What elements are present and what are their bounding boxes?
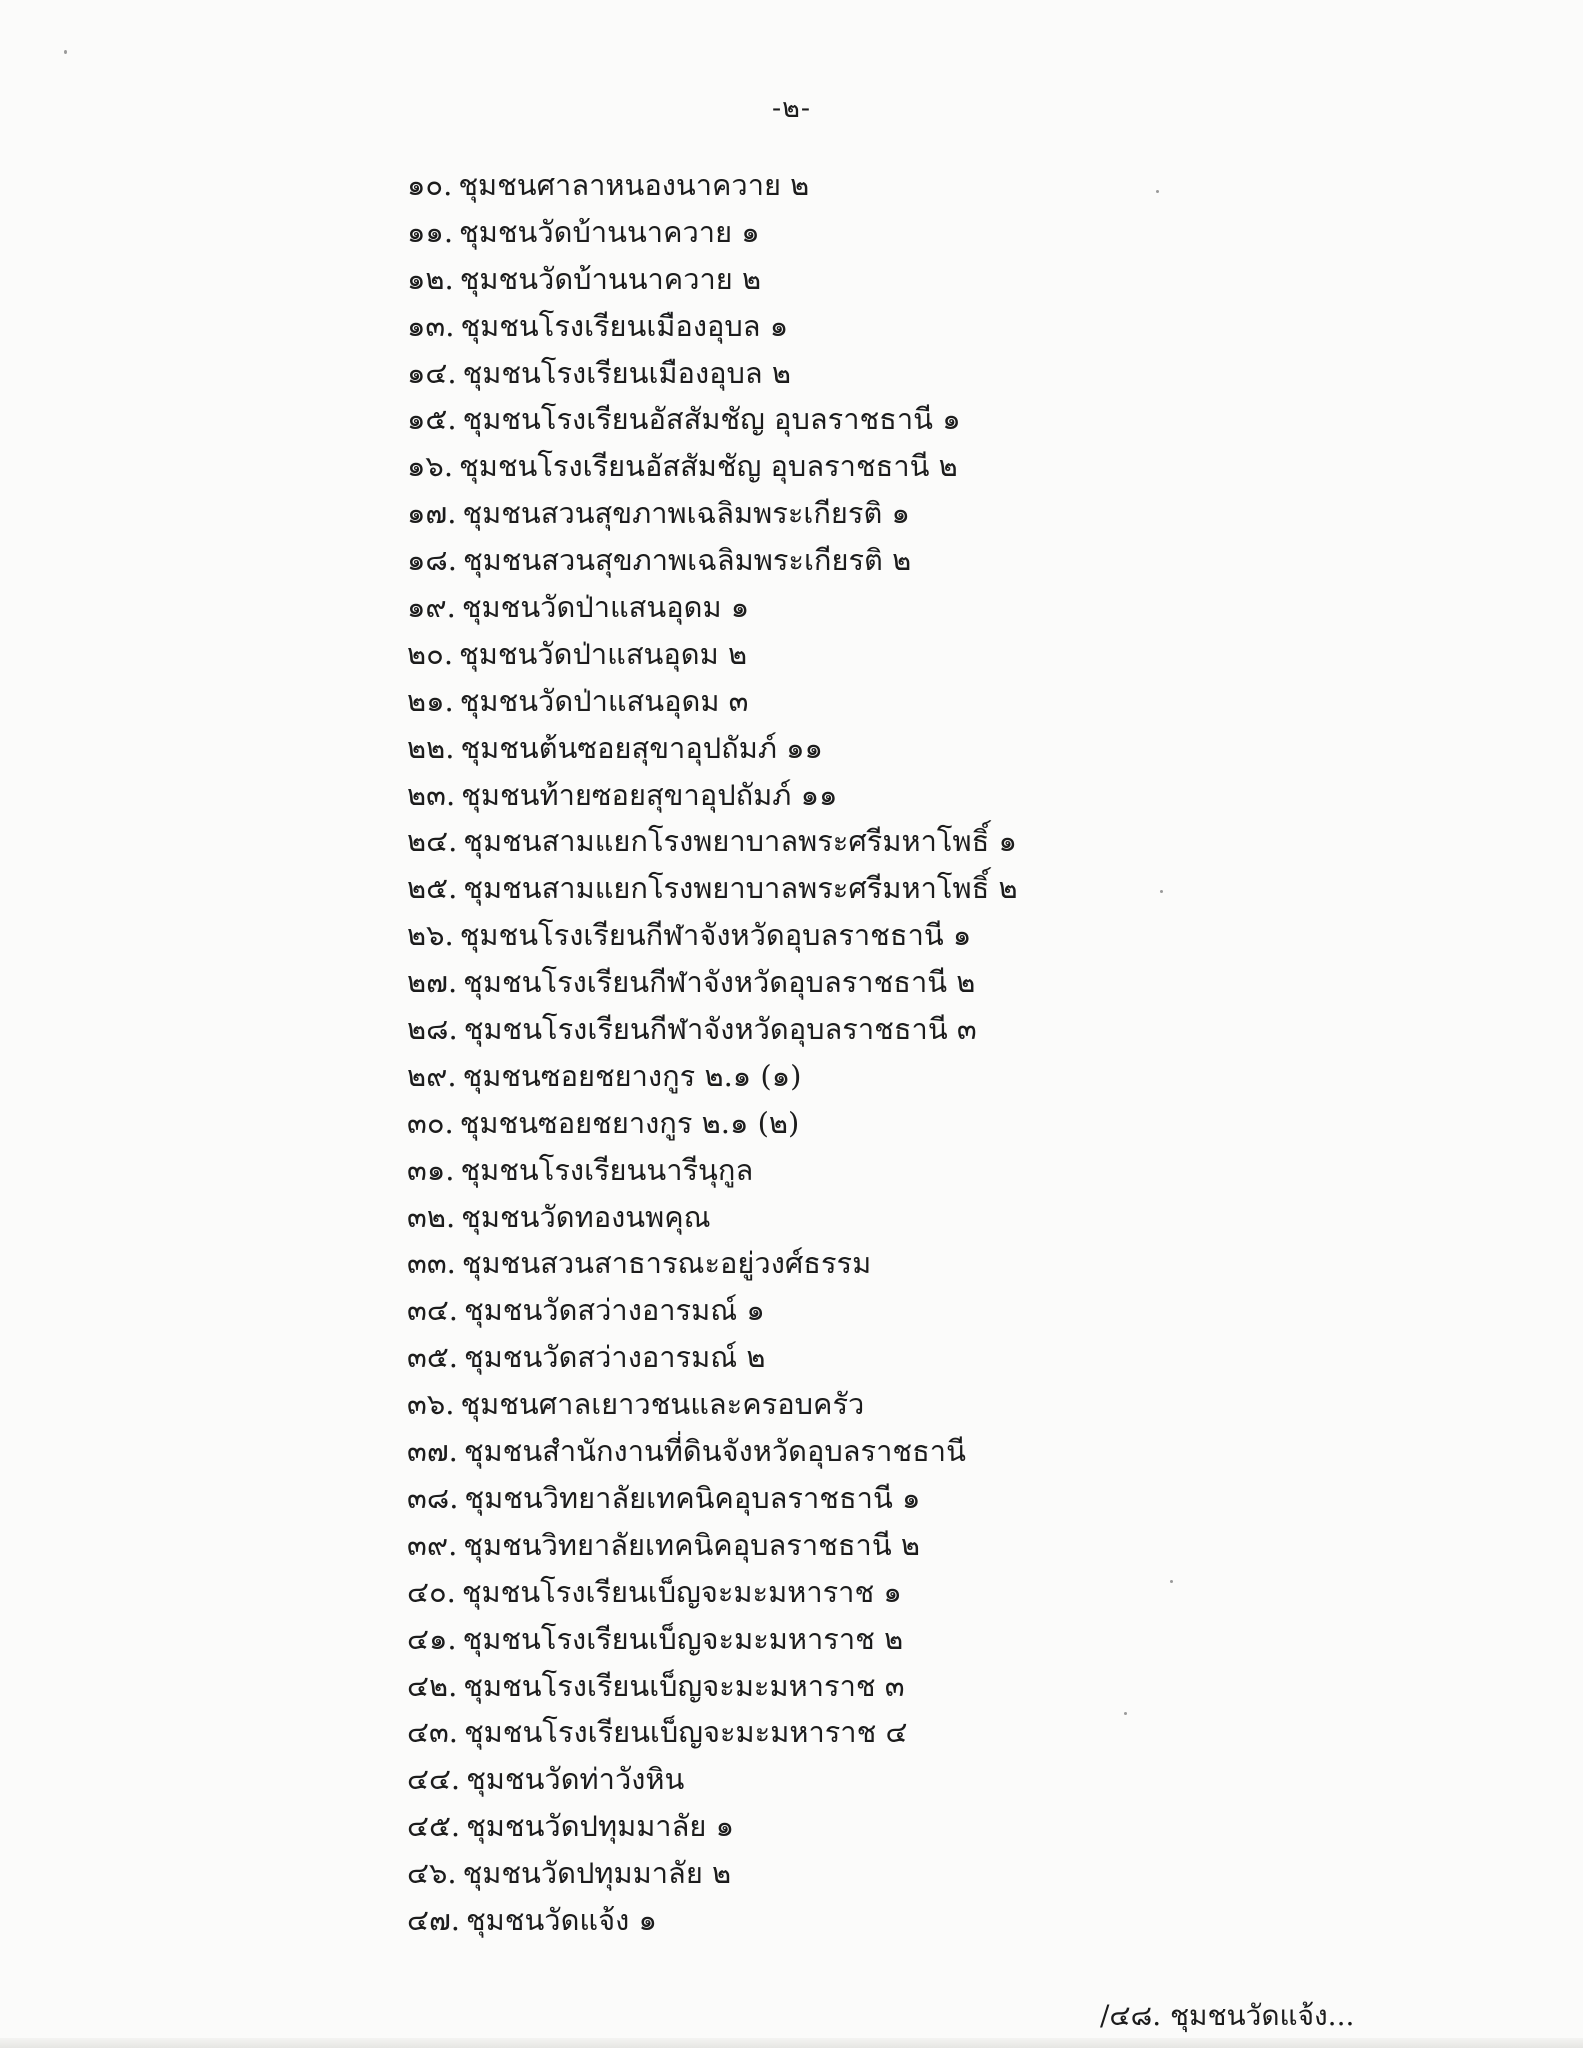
list-item-number: ๔๕ (407, 1809, 451, 1844)
list-item-text: ชุมชนวัดบ้านนาควาย ๒ (459, 261, 762, 296)
scan-speck (1156, 190, 1159, 193)
list-item-separator: . (445, 1387, 455, 1422)
list-item-number: ๑๙ (407, 590, 447, 625)
list-item-separator: . (447, 1621, 457, 1656)
list-item-text: ชุมชนวัดปทุมมาลัย ๒ (462, 1856, 732, 1891)
list-item-number: ๒๕ (407, 871, 449, 906)
scan-speck (1170, 1580, 1173, 1583)
list-item-number: ๔๐ (407, 1574, 447, 1609)
list-item-text: ชุมชนโรงเรียนเบ็ญจะมะมหาราช ๒ (462, 1621, 904, 1656)
list-item-text: ชุมชนโรงเรียนอัสสัมชัญ อุบลราชธานี ๑ (462, 402, 961, 437)
scan-speck (64, 50, 67, 54)
list-item-number: ๓๔ (407, 1293, 449, 1328)
list-item-text: ชุมชนซอยชยางกูร ๒.๑ (๒) (459, 1105, 800, 1140)
list-item (407, 1147, 1018, 1194)
list-item-text: ชุมชนวิทยาลัยเทคนิคอุบลราชธานี ๑ (464, 1480, 921, 1515)
list-item-separator: . (448, 1012, 458, 1047)
list-item-number: ๒๐ (407, 636, 444, 671)
list-item-separator: . (450, 1762, 461, 1797)
list-item-separator: . (449, 1480, 459, 1515)
list-item-separator: . (444, 683, 454, 718)
list-item-number: ๒๓ (407, 777, 446, 812)
list-item-number: ๑๑ (407, 214, 444, 249)
list-item-text: ชุมชนศาลเยาวชนและครอบครัว (460, 1387, 865, 1422)
list-item-text: ชุมชนวัดป่าแสนอุดม ๒ (459, 636, 748, 671)
list-item-text: ชุมชนวัดสว่างอารมณ์ ๑ (464, 1293, 765, 1328)
list-item (407, 1522, 1018, 1569)
list-item-text: ชุมชนสามแยกโรงพยาบาลพระศรีมหาโพธิ์ ๒ (463, 871, 1018, 906)
list-item (407, 537, 1018, 584)
list-item-text: ชุมชนวัดแจ้ง ๑ (465, 1902, 657, 1937)
list-item-text: ชุมชนวัดป่าแสนอุดม ๑ (461, 590, 750, 625)
list-item-text: ชุมชนโรงเรียนเมืองอุบล ๒ (462, 355, 792, 390)
list-item-text: ชุมชนโรงเรียนเบ็ญจะมะมหาราช ๔ (464, 1715, 908, 1750)
list-item-text: ชุมชนวัดท่าวังหิน (466, 1762, 685, 1797)
list-item-number: ๑๓ (407, 308, 446, 343)
list-item (407, 1053, 1018, 1100)
list-item-separator: . (445, 1152, 455, 1187)
list-item-separator: . (445, 1199, 456, 1234)
list-item-text: ชุมชนศาลาหนองนาควาย ๒ (458, 168, 810, 202)
list-item-separator: . (445, 730, 455, 765)
scan-speck (1124, 1712, 1127, 1715)
list-item-text: ชุมชนโรงเรียนเมืองอุบล ๑ (460, 308, 789, 343)
list-item-text: ชุมชนโรงเรียนเบ็ญจะมะมหาราช ๑ (461, 1574, 902, 1609)
list-item-text: ชุมชนซอยชยางกูร ๒.๑ (๑) (462, 1058, 802, 1093)
page-number: -๒- (771, 93, 812, 124)
list-item (407, 443, 1018, 490)
list-item (407, 162, 1018, 209)
list-item-number: ๓๑ (407, 1152, 446, 1187)
list-item-separator: . (447, 402, 457, 437)
list-item (407, 1334, 1018, 1381)
list-item-number: ๑๕ (407, 402, 448, 437)
list-item-separator: . (444, 261, 454, 296)
list-item-number: ๔๒ (407, 1668, 449, 1703)
list-item-text: ชุมชนสวนสุขภาพเฉลิมพระเกียรติ ๒ (463, 543, 912, 578)
list-item-text: ชุมชนสามแยกโรงพยาบาลพระศรีมหาโพธิ์ ๑ (463, 824, 1017, 859)
list-item-separator: . (447, 543, 457, 578)
list-item (407, 1616, 1018, 1663)
list-item-separator: . (443, 636, 454, 671)
list-item (407, 396, 1018, 443)
list-item (407, 818, 1018, 865)
list-item-separator: . (448, 1668, 458, 1703)
list-item (407, 303, 1018, 350)
list-item-separator: . (447, 1856, 457, 1891)
list-item (407, 584, 1018, 631)
list-item (407, 1194, 1018, 1241)
list-item-text: ชุมชนท้ายซอยสุขาอุปถัมภ์ ๑๑ (461, 777, 838, 812)
list-item-separator: . (446, 590, 456, 625)
list-item (407, 1569, 1018, 1616)
list-item-number: ๔๖ (407, 1856, 448, 1891)
list-item-separator: . (448, 1434, 458, 1469)
list-item-text: ชุมชนวัดสว่างอารมณ์ ๒ (464, 1340, 766, 1375)
list-item (407, 959, 1018, 1006)
list-item-number: ๓๓ (407, 1246, 447, 1281)
list-item-separator: . (443, 449, 454, 484)
list-item (407, 1100, 1018, 1147)
list-item-separator: . (447, 496, 457, 531)
list-item-separator: . (450, 1809, 461, 1844)
list-item-separator: . (443, 214, 454, 249)
community-list (407, 162, 1018, 1944)
list-item (407, 1287, 1018, 1334)
list-item (407, 1428, 1018, 1475)
list-item-number: ๓๙ (407, 1527, 449, 1562)
list-item-number: ๑๒ (407, 261, 445, 296)
list-item (407, 1006, 1018, 1053)
list-item (407, 490, 1018, 537)
list-item (407, 631, 1018, 678)
list-item-text: ชุมชนโรงเรียนนารีนุกูล (460, 1152, 754, 1187)
list-item-number: ๓๒ (407, 1199, 446, 1234)
list-item (407, 1850, 1018, 1897)
list-item-separator: . (443, 168, 453, 202)
list-item-number: ๒๔ (407, 824, 449, 859)
list-item-text: ชุมชนโรงเรียนเบ็ญจะมะมหาราช ๓ (463, 1668, 905, 1703)
list-item (407, 1709, 1018, 1756)
list-item (407, 912, 1018, 959)
scan-speck (1160, 890, 1163, 893)
list-item-text: ชุมชนสวนสาธารณะอยู่วงศ์ธรรม (461, 1246, 872, 1281)
list-item-separator: . (445, 308, 455, 343)
list-item-text: ชุมชนวัดบ้านนาควาย ๑ (459, 214, 760, 249)
list-item-text: ชุมชนโรงเรียนกีฬาจังหวัดอุบลราชธานี ๑ (459, 918, 972, 953)
list-item-separator: . (446, 1246, 456, 1281)
list-item-separator: . (447, 355, 457, 390)
list-item-number: ๔๑ (407, 1621, 448, 1656)
list-item-separator: . (450, 1902, 460, 1937)
list-item-number: ๒๙ (407, 1058, 448, 1093)
list-item-number: ๓๖ (407, 1387, 446, 1422)
list-item-number: ๒๒ (407, 730, 446, 765)
list-item-text: ชุมชนโรงเรียนกีฬาจังหวัดอุบลราชธานี ๒ (463, 965, 976, 1000)
list-item-number: ๒๑ (407, 683, 445, 718)
list-item-text: ชุมชนโรงเรียนกีฬาจังหวัดอุบลราชธานี ๓ (463, 1012, 977, 1047)
list-item-number: ๒๘ (407, 1012, 449, 1047)
list-item (407, 1475, 1018, 1522)
list-item-separator: . (448, 1340, 458, 1375)
list-item-number: ๔๗ (407, 1902, 451, 1937)
list-item-number: ๒๖ (407, 918, 445, 953)
list-item-number: ๑๗ (407, 496, 448, 531)
list-item (407, 1381, 1018, 1428)
list-item (407, 772, 1018, 819)
list-item-separator: . (448, 871, 458, 906)
list-item (407, 209, 1018, 256)
list-item-separator: . (448, 1715, 458, 1750)
list-item-number: ๒๗ (407, 965, 448, 1000)
list-item (407, 256, 1018, 303)
list-item-text: ชุมชนวัดป่าแสนอุดม ๓ (459, 683, 749, 718)
list-item-separator: . (448, 1293, 458, 1328)
list-item-text: ชุมชนต้นซอยสุขาอุปถัมภ์ ๑๑ (460, 730, 823, 765)
list-item (407, 865, 1018, 912)
list-item (407, 1240, 1018, 1287)
list-item-text: ชุมชนวัดทองนพคุณ (461, 1199, 711, 1234)
list-item-number: ๑๐ (407, 168, 444, 202)
list-item (407, 725, 1018, 772)
list-item-number: ๔๓ (407, 1715, 449, 1750)
list-item-text: ชุมชนสำนักงานที่ดินจังหวัดอุบลราชธานี (463, 1434, 966, 1469)
list-item (407, 678, 1018, 725)
list-item-number: ๓๐ (407, 1105, 445, 1140)
list-item (407, 1663, 1018, 1710)
list-item-number: ๓๘ (407, 1480, 450, 1515)
list-item (407, 1803, 1018, 1850)
list-item-text: ชุมชนสวนสุขภาพเฉลิมพระเกียรติ ๑ (462, 496, 910, 531)
list-item (407, 1756, 1018, 1803)
list-item-separator: . (446, 1574, 456, 1609)
list-item-number: ๑๖ (407, 449, 444, 484)
list-item-text: ชุมชนวัดปทุมมาลัย ๑ (466, 1809, 734, 1844)
list-item-number: ๔๔ (407, 1762, 451, 1797)
list-item-separator: . (445, 777, 456, 812)
scan-bottom-edge (0, 2038, 1583, 2048)
list-item-number: ๑๘ (407, 543, 448, 578)
list-item-separator: . (444, 918, 454, 953)
list-item-text: ชุมชนโรงเรียนอัสสัมชัญ อุบลราชธานี ๒ (459, 449, 958, 484)
list-item-number: ๑๔ (407, 355, 448, 390)
list-item-separator: . (444, 1105, 454, 1140)
list-item (407, 350, 1018, 397)
list-item-separator: . (447, 965, 458, 1000)
list-item (407, 1897, 1018, 1944)
continuation-note: /๔๘. ชุมชนวัดแจ้ง... (1100, 1999, 1355, 2032)
list-item-separator: . (447, 1058, 457, 1093)
list-item-number: ๓๗ (407, 1434, 449, 1469)
list-item-text: ชุมชนวิทยาลัยเทคนิคอุบลราชธานี ๒ (463, 1527, 920, 1562)
list-item-number: ๓๕ (407, 1340, 449, 1375)
list-item-separator: . (448, 1527, 458, 1562)
list-item-separator: . (448, 824, 458, 859)
